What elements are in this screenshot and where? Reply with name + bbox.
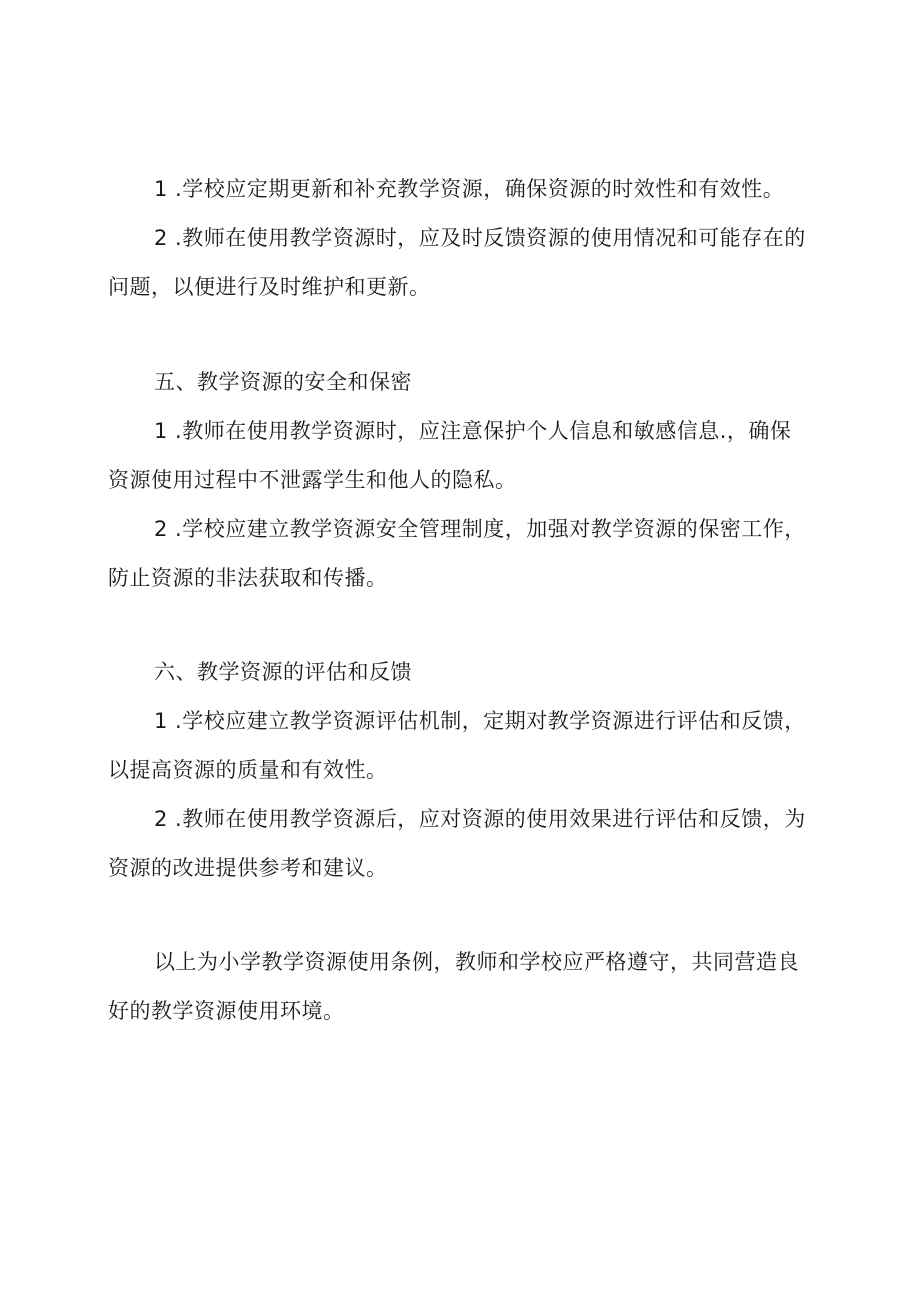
paragraph-line: 1 .学校应建立教学资源评估机制，定期对教学资源进行评估和反馈，	[154, 709, 806, 733]
paragraph-line: 以提高资源的质量和有效性。	[108, 758, 388, 782]
paragraph-line: 资源的改进提供参考和建议。	[108, 856, 388, 880]
section-heading: 六、教学资源的评估和反馈	[154, 660, 412, 684]
paragraph-line: 2 .教师在使用教学资源后，应对资源的使用效果进行评估和反馈，为	[154, 807, 806, 831]
closing-paragraph-line: 好的教学资源使用环境。	[108, 999, 345, 1023]
paragraph-line: 问题，以便进行及时维护和更新。	[108, 275, 431, 299]
paragraph-line: 防止资源的非法获取和传播。	[108, 566, 388, 590]
paragraph-line: 1 .学校应定期更新和补充教学资源，确保资源的时效性和有效性。	[154, 177, 785, 201]
closing-paragraph-line: 以上为小学教学资源使用条例，教师和学校应严格遵守，共同营造良	[154, 950, 799, 974]
paragraph-line: 1 .教师在使用教学资源时，应注意保护个人信息和敏感信息.，确保	[154, 419, 792, 443]
section-heading: 五、教学资源的安全和保密	[154, 370, 412, 394]
paragraph-line: 资源使用过程中不泄露学生和他人的隐私。	[108, 468, 517, 492]
paragraph-line: 2 .教师在使用教学资源时，应及时反馈资源的使用情况和可能存在的	[154, 226, 806, 250]
paragraph-line: 2 .学校应建立教学资源安全管理制度，加强对教学资源的保密工作，	[154, 517, 806, 541]
